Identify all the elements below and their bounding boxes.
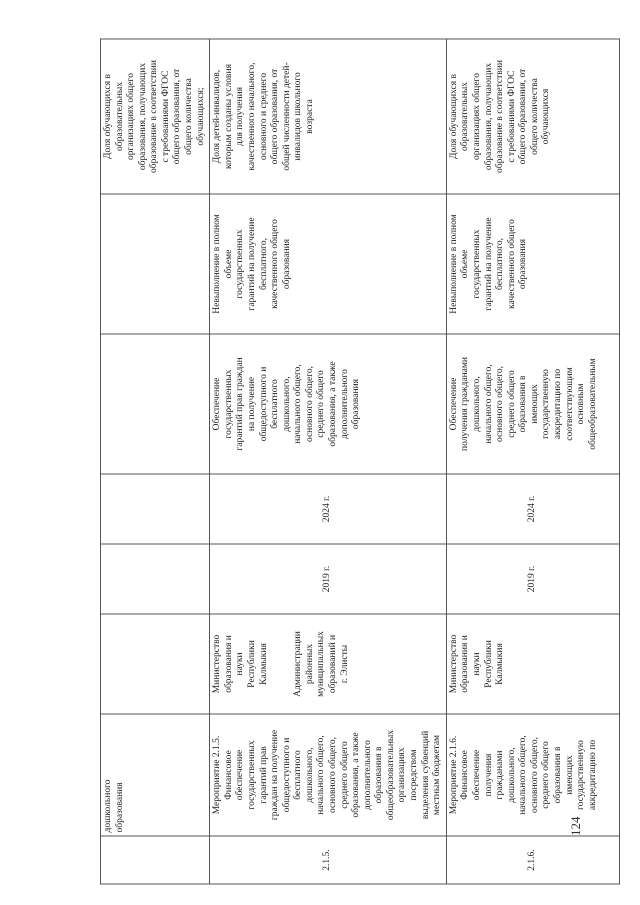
start-year: 2019 г. [210,544,447,614]
expected-result: Обеспечение получения гражданами дошкольного, начального общего, основного общего, среднего общего образования в имеющих государственную аккредитацию по соответствующим основным общеобразовательным [446,334,619,474]
activity-title: Мероприятие 2.1.6. Финансовое обеспечение получения гражданами дошкольного, начального общего, основного общего, среднего общего образования в имеющих государственную аккредитацию по [446,714,619,836]
page-number: 124 [568,816,583,836]
expected-result: Обеспечение государственных гарантий прав граждан на получение общедоступного и бесплатного дошкольного, начального общего, основного общего, среднего общего образования, а также дополнительного образования [210,334,447,474]
row-number [101,836,210,884]
activity-title: Мероприятие 2.1.5. Финансовое обеспечение государственных гарантий прав граждан на получение общедоступного и бесплатного дошкольного, начального общего, основного общего, среднего общего образования, а также дополнительного образования в общеобразовательных организациях посредством выделения субвенций местным бюджетам [210,714,447,836]
table-row [210,39,447,884]
expected-result [101,334,210,474]
related-indicator: Доля детей-инвалидов, которым созданы условия для получения качественного начального, основного и среднего общего образования, от общей численности детей- инвалидов школьного возраста [210,39,447,194]
program-activities-table [100,39,620,885]
related-indicator: Доля обучающихся в образовательных организациях общего образования, получающих образование в соответствии с требованиями ФГОС общего образования, от общего количества обучающихся; [101,39,210,194]
table-row [101,39,210,884]
end-year: 2024 г. [210,474,447,544]
non-fulfillment-consequence [101,194,210,334]
end-year [101,474,210,544]
end-year: 2024 г. [446,474,619,544]
executor: Министерство образования и науки Республики Калмыкия [446,614,619,714]
start-year [101,544,210,614]
non-fulfillment-consequence: Невыполнение в полном объеме государственных гарантий на получение бесплатного, качественного общего образования [446,194,619,334]
related-indicator: Доля обучающихся в образовательных организациях общего образования, получающих образование в соответствии с требованиями ФГОС общего образования, от общего количества обучающихся [446,39,619,194]
row-number: 2.1.5. [210,836,447,884]
executor [101,614,210,714]
activity-title: дошкольного образования [101,714,210,836]
start-year: 2019 г. [446,544,619,614]
executor: Министерство образования и науки Республики Калмыкия Администрации районных муниципальных образований и г. Элисты [210,614,447,714]
non-fulfillment-consequence: Невыполнение в полном объеме государственных гарантий на получение бесплатного, качественного общего образования [210,194,447,334]
table-row [446,39,619,884]
row-number: 2.1.6. [446,836,619,884]
